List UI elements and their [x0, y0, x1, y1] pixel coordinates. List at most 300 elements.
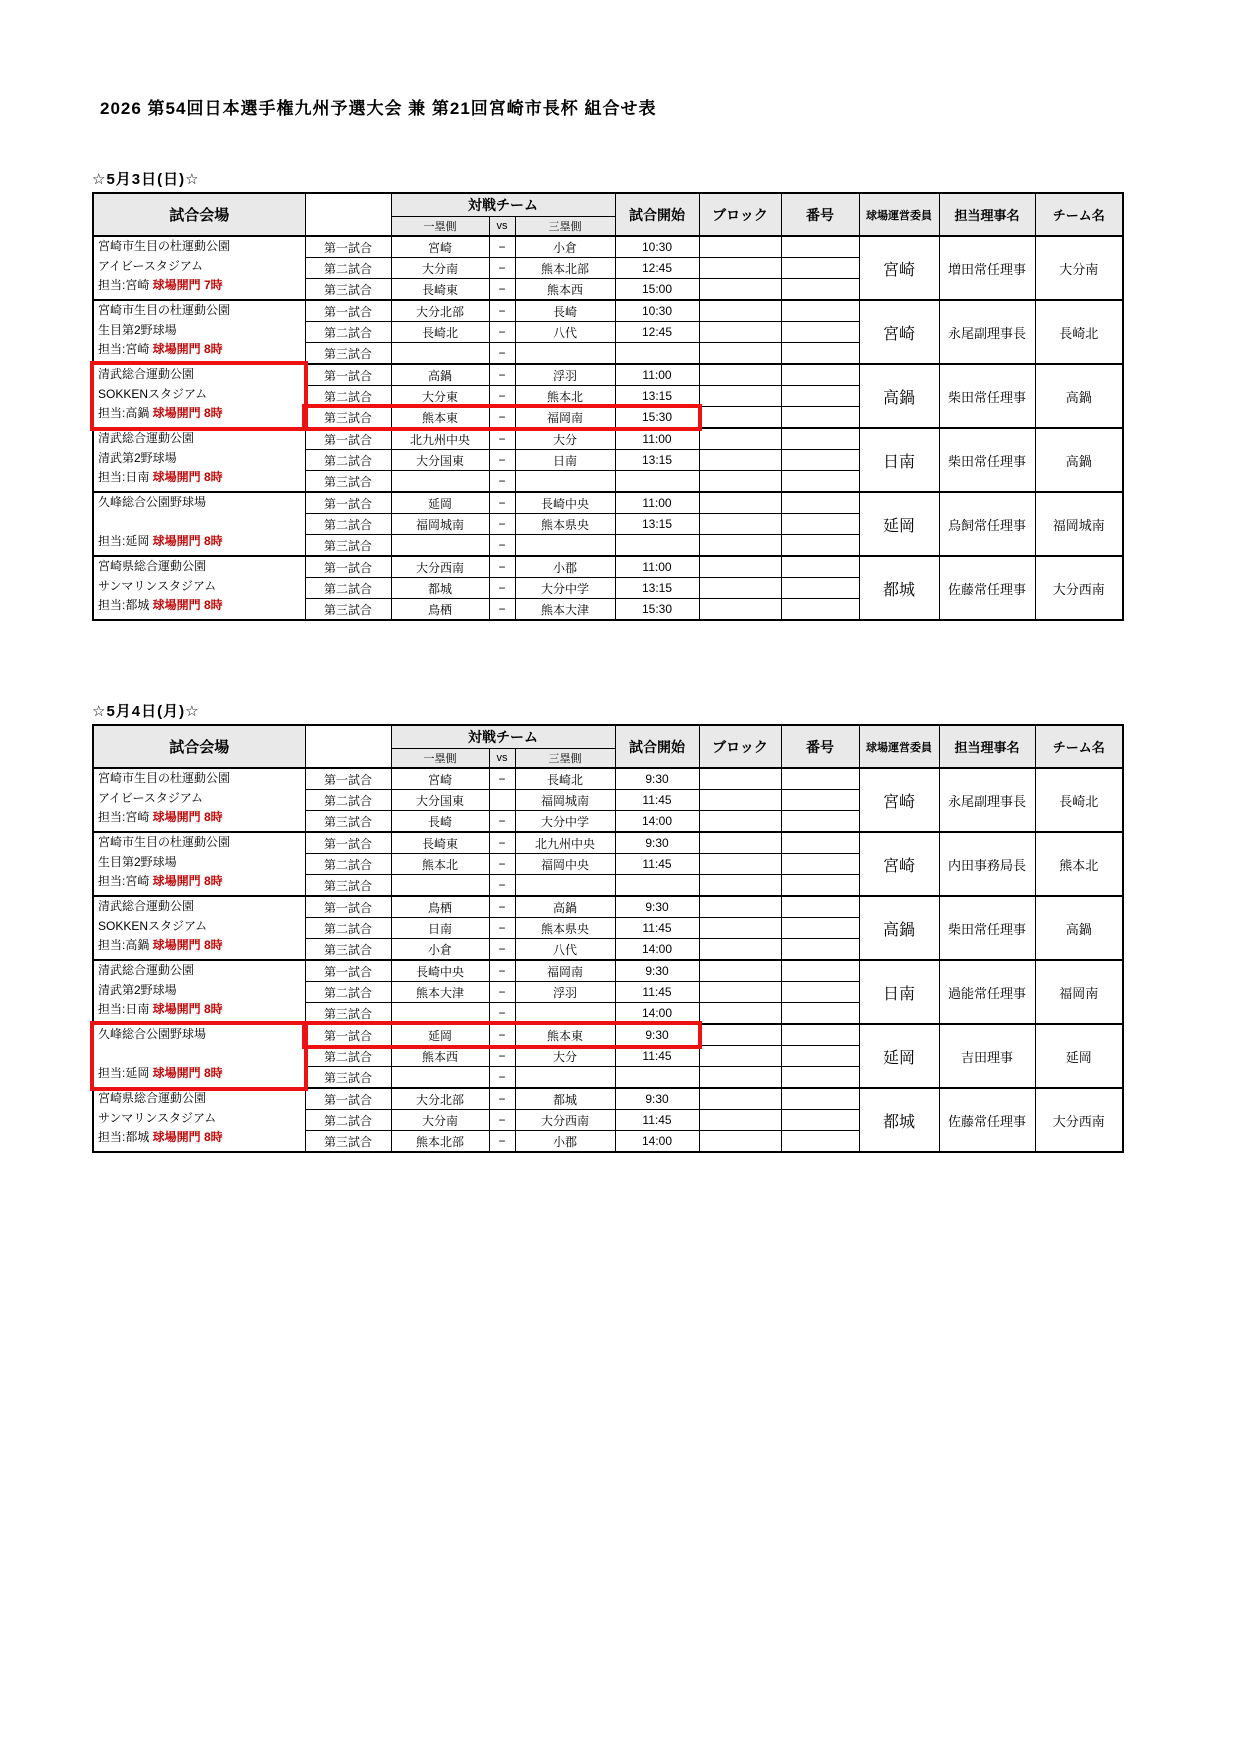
vs-cell: −	[489, 578, 515, 599]
duty-line: 担当:高鍋 球場開門 8時	[98, 406, 223, 420]
game-label-cell: 第二試合	[305, 514, 391, 535]
first-base-team-cell: 大分国東	[391, 450, 489, 471]
number-cell	[781, 982, 859, 1003]
first-base-team-cell: 北九州中央	[391, 428, 489, 450]
number-cell	[781, 407, 859, 429]
block-cell	[699, 578, 781, 599]
game-row	[93, 364, 1123, 386]
game-label-cell: 第二試合	[305, 1110, 391, 1131]
block-cell	[699, 768, 781, 790]
block-cell	[699, 599, 781, 621]
number-cell	[781, 556, 859, 578]
number-cell	[781, 599, 859, 621]
venue-cell	[93, 492, 305, 556]
game-label-cell: 第三試合	[305, 535, 391, 557]
team-name-cell: 延岡	[1035, 1024, 1123, 1088]
team-name-cell: 長崎北	[1035, 300, 1123, 364]
third-base-team-cell: 福岡南	[515, 960, 615, 982]
vs-cell: −	[489, 279, 515, 301]
vs-cell: −	[489, 322, 515, 343]
vs-cell: −	[489, 1131, 515, 1153]
number-cell	[781, 960, 859, 982]
director-cell: 永尾副理事長	[939, 300, 1035, 364]
game-label-cell: 第一試合	[305, 556, 391, 578]
venue-name: 久峰総合公園野球場	[98, 495, 207, 509]
operator-cell: 延岡	[859, 1024, 939, 1088]
venue-name: 宮崎市生目の杜運動公園	[98, 303, 231, 317]
first-base-team-cell: 日南	[391, 918, 489, 939]
start-time-cell: 11:00	[615, 492, 699, 514]
start-time-cell: 11:00	[615, 556, 699, 578]
team-name-cell: 大分南	[1035, 236, 1123, 300]
stadium-name	[98, 1045, 301, 1065]
block-cell	[699, 428, 781, 450]
game-label-cell: 第一試合	[305, 300, 391, 322]
col-header-director: 担当理事名	[939, 193, 1035, 236]
start-time-cell: 11:45	[615, 1110, 699, 1131]
start-time-cell: 11:45	[615, 790, 699, 811]
number-cell	[781, 322, 859, 343]
game-label-cell: 第三試合	[305, 1003, 391, 1025]
vs-cell: −	[489, 258, 515, 279]
first-base-team-cell: 延岡	[391, 492, 489, 514]
first-base-team-cell: 大分南	[391, 258, 489, 279]
table-header	[93, 725, 1123, 768]
game-label-cell: 第三試合	[305, 875, 391, 897]
game-label-cell: 第三試合	[305, 1067, 391, 1089]
third-base-team-cell	[515, 875, 615, 897]
block-cell	[699, 1067, 781, 1089]
third-base-team-cell: 八代	[515, 939, 615, 961]
start-time-cell: 13:15	[615, 450, 699, 471]
schedule-section-may4	[92, 702, 1124, 1153]
director-cell: 柴田常任理事	[939, 896, 1035, 960]
director-cell: 永尾副理事長	[939, 768, 1035, 832]
venue-name: 宮崎県総合運動公園	[98, 1091, 207, 1105]
col-header-operator: 球場運営委員	[859, 193, 939, 236]
team-name-cell: 大分西南	[1035, 556, 1123, 620]
number-cell	[781, 832, 859, 854]
game-row	[93, 492, 1123, 514]
third-base-team-cell: 小郡	[515, 1131, 615, 1153]
director-cell: 柴田常任理事	[939, 428, 1035, 492]
col-header-vs: vs	[489, 217, 515, 237]
venue-cell	[93, 1088, 305, 1152]
vs-cell: −	[489, 1067, 515, 1089]
start-time-cell: 13:15	[615, 514, 699, 535]
director-cell: 内田事務局長	[939, 832, 1035, 896]
schedule-table-may4	[92, 724, 1124, 1153]
col-header-number: 番号	[781, 193, 859, 236]
col-header-first-base: 一塁側	[391, 749, 489, 769]
team-name-cell: 福岡城南	[1035, 492, 1123, 556]
first-base-team-cell	[391, 1003, 489, 1025]
venue-name: 清武総合運動公園	[98, 431, 195, 445]
stadium-name: SOKKENスタジアム	[98, 386, 208, 401]
stadium-name: 清武第2野球場	[98, 450, 177, 465]
page-title: 2026 第54回日本選手権九州予選大会 兼 第21回宮崎市長杯 組合せ表	[100, 99, 657, 118]
start-time-cell: 11:00	[615, 364, 699, 386]
vs-cell: −	[489, 471, 515, 493]
third-base-team-cell: 熊本県央	[515, 514, 615, 535]
start-time-cell: 14:00	[615, 811, 699, 833]
block-cell	[699, 450, 781, 471]
game-label-cell: 第二試合	[305, 854, 391, 875]
third-base-team-cell: 熊本大津	[515, 599, 615, 621]
start-time-cell	[615, 343, 699, 365]
block-cell	[699, 471, 781, 493]
third-base-team-cell: 福岡城南	[515, 790, 615, 811]
number-cell	[781, 236, 859, 258]
venue-cell	[93, 896, 305, 960]
schedule-table-may3	[92, 192, 1124, 621]
third-base-team-cell	[515, 535, 615, 557]
third-base-team-cell: 大分中学	[515, 578, 615, 599]
third-base-team-cell: 福岡中央	[515, 854, 615, 875]
start-time-cell: 13:15	[615, 578, 699, 599]
game-row	[93, 832, 1123, 854]
col-header-blank	[305, 193, 391, 236]
start-time-cell: 9:30	[615, 960, 699, 982]
first-base-team-cell: 小倉	[391, 939, 489, 961]
block-cell	[699, 960, 781, 982]
game-row	[93, 236, 1123, 258]
col-header-number: 番号	[781, 725, 859, 768]
stadium-name: サンマリンスタジアム	[98, 1110, 217, 1125]
duty-line: 担当:宮崎 球場開門 7時	[98, 278, 223, 292]
team-name-cell: 福岡南	[1035, 960, 1123, 1024]
number-cell	[781, 279, 859, 301]
third-base-team-cell: 大分	[515, 428, 615, 450]
third-base-team-cell: 長崎中央	[515, 492, 615, 514]
first-base-team-cell: 鳥栖	[391, 599, 489, 621]
gate-open-time: 球場開門 8時	[152, 342, 223, 356]
block-cell	[699, 343, 781, 365]
third-base-team-cell: 大分	[515, 1046, 615, 1067]
vs-cell: −	[489, 875, 515, 897]
duty-line: 担当:都城 球場開門 8時	[98, 1130, 223, 1144]
vs-cell: −	[489, 535, 515, 557]
first-base-team-cell: 都城	[391, 578, 489, 599]
first-base-team-cell	[391, 535, 489, 557]
game-label-cell: 第二試合	[305, 918, 391, 939]
block-cell	[699, 790, 781, 811]
vs-cell: −	[489, 492, 515, 514]
first-base-team-cell	[391, 1067, 489, 1089]
vs-cell: −	[489, 896, 515, 918]
stadium-name: サンマリンスタジアム	[98, 578, 217, 593]
block-cell	[699, 811, 781, 833]
vs-cell: −	[489, 1024, 515, 1046]
game-row	[93, 428, 1123, 450]
first-base-team-cell: 長崎東	[391, 279, 489, 301]
start-time-cell: 14:00	[615, 1003, 699, 1025]
number-cell	[781, 386, 859, 407]
block-cell	[699, 896, 781, 918]
game-label-cell: 第一試合	[305, 832, 391, 854]
third-base-team-cell: 浮羽	[515, 364, 615, 386]
third-base-team-cell: 日南	[515, 450, 615, 471]
block-cell	[699, 407, 781, 429]
first-base-team-cell: 長崎東	[391, 832, 489, 854]
first-base-team-cell	[391, 875, 489, 897]
start-time-cell: 9:30	[615, 896, 699, 918]
venue-name: 宮崎県総合運動公園	[98, 559, 207, 573]
gate-open-time: 球場開門 7時	[152, 278, 223, 292]
block-cell	[699, 1024, 781, 1046]
venue-name: 宮崎市生目の杜運動公園	[98, 835, 231, 849]
first-base-team-cell: 高鍋	[391, 364, 489, 386]
game-label-cell: 第二試合	[305, 790, 391, 811]
start-time-cell: 9:30	[615, 832, 699, 854]
block-cell	[699, 1131, 781, 1153]
vs-cell: −	[489, 364, 515, 386]
col-header-director: 担当理事名	[939, 725, 1035, 768]
duty-line: 担当:宮崎 球場開門 8時	[98, 342, 223, 356]
team-name-cell: 高鍋	[1035, 428, 1123, 492]
start-time-cell: 10:30	[615, 300, 699, 322]
col-header-match-teams: 対戦チーム	[391, 193, 615, 217]
number-cell	[781, 1067, 859, 1089]
block-cell	[699, 300, 781, 322]
vs-cell: −	[489, 1003, 515, 1025]
director-cell: 過能常任理事	[939, 960, 1035, 1024]
col-header-team: チーム名	[1035, 725, 1123, 768]
start-time-cell: 14:00	[615, 939, 699, 961]
col-header-match-teams: 対戦チーム	[391, 725, 615, 749]
game-label-cell: 第二試合	[305, 450, 391, 471]
third-base-team-cell: 浮羽	[515, 982, 615, 1003]
venue-cell	[93, 960, 305, 1024]
col-header-operator: 球場運営委員	[859, 725, 939, 768]
number-cell	[781, 535, 859, 557]
number-cell	[781, 364, 859, 386]
game-row	[93, 1024, 1123, 1046]
game-row	[93, 1088, 1123, 1110]
game-label-cell: 第一試合	[305, 428, 391, 450]
start-time-cell	[615, 875, 699, 897]
number-cell	[781, 300, 859, 322]
venue-cell	[93, 1024, 305, 1088]
director-cell: 吉田理事	[939, 1024, 1035, 1088]
block-cell	[699, 982, 781, 1003]
vs-cell: −	[489, 854, 515, 875]
venue-cell	[93, 300, 305, 364]
col-header-start: 試合開始	[615, 193, 699, 236]
stadium-name: SOKKENスタジアム	[98, 918, 208, 933]
col-header-start: 試合開始	[615, 725, 699, 768]
table-body	[93, 768, 1123, 1152]
first-base-team-cell: 宮崎	[391, 236, 489, 258]
game-label-cell: 第三試合	[305, 939, 391, 961]
operator-cell: 宮崎	[859, 300, 939, 364]
stadium-name: 生目第2野球場	[98, 854, 177, 869]
duty-line: 担当:宮崎 球場開門 8時	[98, 810, 223, 824]
number-cell	[781, 1046, 859, 1067]
block-cell	[699, 258, 781, 279]
start-time-cell: 15:00	[615, 279, 699, 301]
third-base-team-cell: 小倉	[515, 236, 615, 258]
block-cell	[699, 364, 781, 386]
col-header-third-base: 三塁側	[515, 749, 615, 769]
venue-cell	[93, 236, 305, 300]
director-cell: 柴田常任理事	[939, 364, 1035, 428]
game-label-cell: 第二試合	[305, 982, 391, 1003]
number-cell	[781, 875, 859, 897]
number-cell	[781, 811, 859, 833]
block-cell	[699, 322, 781, 343]
block-cell	[699, 556, 781, 578]
game-label-cell: 第一試合	[305, 1024, 391, 1046]
date-label: ☆5月4日(月)☆	[92, 703, 200, 720]
start-time-cell: 9:30	[615, 1088, 699, 1110]
number-cell	[781, 768, 859, 790]
third-base-team-cell: 熊本北	[515, 386, 615, 407]
stadium-name: 清武第2野球場	[98, 982, 177, 997]
header-row-1	[93, 725, 1123, 749]
game-label-cell: 第一試合	[305, 236, 391, 258]
block-cell	[699, 939, 781, 961]
col-header-third-base: 三塁側	[515, 217, 615, 237]
number-cell	[781, 450, 859, 471]
table-header	[93, 193, 1123, 236]
vs-cell: −	[489, 236, 515, 258]
start-time-cell: 11:45	[615, 854, 699, 875]
table-body	[93, 236, 1123, 620]
game-label-cell: 第三試合	[305, 279, 391, 301]
operator-cell: 宮崎	[859, 768, 939, 832]
col-header-blank	[305, 725, 391, 768]
third-base-team-cell: 熊本北部	[515, 258, 615, 279]
block-cell	[699, 492, 781, 514]
game-label-cell: 第二試合	[305, 322, 391, 343]
operator-cell: 高鍋	[859, 364, 939, 428]
game-label-cell: 第三試合	[305, 1131, 391, 1153]
gate-open-time: 球場開門 8時	[152, 874, 223, 888]
operator-cell: 宮崎	[859, 236, 939, 300]
vs-cell: −	[489, 428, 515, 450]
operator-cell: 都城	[859, 556, 939, 620]
operator-cell: 都城	[859, 1088, 939, 1152]
third-base-team-cell: 大分西南	[515, 1110, 615, 1131]
number-cell	[781, 258, 859, 279]
col-header-team: チーム名	[1035, 193, 1123, 236]
game-label-cell: 第一試合	[305, 768, 391, 790]
game-row	[93, 556, 1123, 578]
start-time-cell	[615, 535, 699, 557]
game-label-cell: 第二試合	[305, 386, 391, 407]
director-cell: 烏飼常任理事	[939, 492, 1035, 556]
first-base-team-cell: 大分北部	[391, 300, 489, 322]
number-cell	[781, 854, 859, 875]
first-base-team-cell	[391, 343, 489, 365]
number-cell	[781, 1110, 859, 1131]
first-base-team-cell: 福岡城南	[391, 514, 489, 535]
game-row	[93, 768, 1123, 790]
game-label-cell: 第一試合	[305, 960, 391, 982]
stadium-name: アイビースタジアム	[98, 790, 204, 805]
third-base-team-cell	[515, 1003, 615, 1025]
team-name-cell: 大分西南	[1035, 1088, 1123, 1152]
operator-cell: 日南	[859, 428, 939, 492]
team-name-cell: 長崎北	[1035, 768, 1123, 832]
first-base-team-cell	[391, 471, 489, 493]
first-base-team-cell: 大分北部	[391, 1088, 489, 1110]
number-cell	[781, 578, 859, 599]
gate-open-time: 球場開門 8時	[152, 938, 223, 952]
start-time-cell: 11:45	[615, 918, 699, 939]
duty-line: 担当:日南 球場開門 8時	[98, 470, 223, 484]
game-row	[93, 960, 1123, 982]
gate-open-time: 球場開門 8時	[152, 1002, 223, 1016]
number-cell	[781, 428, 859, 450]
first-base-team-cell: 大分国東	[391, 790, 489, 811]
third-base-team-cell	[515, 471, 615, 493]
duty-line: 担当:延岡 球場開門 8時	[98, 534, 223, 548]
vs-cell: −	[489, 599, 515, 621]
third-base-team-cell: 大分中学	[515, 811, 615, 833]
first-base-team-cell: 大分東	[391, 386, 489, 407]
gate-open-time: 球場開門 8時	[152, 534, 223, 548]
team-name-cell: 高鍋	[1035, 364, 1123, 428]
block-cell	[699, 1088, 781, 1110]
vs-cell	[489, 790, 515, 811]
third-base-team-cell: 高鍋	[515, 896, 615, 918]
director-cell: 佐藤常任理事	[939, 1088, 1035, 1152]
block-cell	[699, 854, 781, 875]
col-header-venue: 試合会場	[93, 193, 305, 236]
duty-line: 担当:日南 球場開門 8時	[98, 1002, 223, 1016]
first-base-team-cell: 宮崎	[391, 768, 489, 790]
block-cell	[699, 386, 781, 407]
duty-line: 担当:宮崎 球場開門 8時	[98, 874, 223, 888]
block-cell	[699, 875, 781, 897]
game-label-cell: 第三試合	[305, 811, 391, 833]
vs-cell: −	[489, 768, 515, 790]
team-name-cell: 熊本北	[1035, 832, 1123, 896]
block-cell	[699, 832, 781, 854]
game-label-cell: 第一試合	[305, 1088, 391, 1110]
number-cell	[781, 492, 859, 514]
gate-open-time: 球場開門 8時	[152, 810, 223, 824]
stadium-name	[98, 513, 301, 533]
duty-line: 担当:都城 球場開門 8時	[98, 598, 223, 612]
third-base-team-cell: 熊本東	[515, 1024, 615, 1046]
number-cell	[781, 790, 859, 811]
start-time-cell: 14:00	[615, 1131, 699, 1153]
col-header-first-base: 一塁側	[391, 217, 489, 237]
gate-open-time: 球場開門 8時	[152, 598, 223, 612]
vs-cell: −	[489, 982, 515, 1003]
first-base-team-cell: 大分西南	[391, 556, 489, 578]
operator-cell: 日南	[859, 960, 939, 1024]
block-cell	[699, 514, 781, 535]
third-base-team-cell: 八代	[515, 322, 615, 343]
vs-cell: −	[489, 811, 515, 833]
first-base-team-cell: 長崎中央	[391, 960, 489, 982]
game-label-cell: 第一試合	[305, 896, 391, 918]
vs-cell: −	[489, 918, 515, 939]
number-cell	[781, 939, 859, 961]
number-cell	[781, 471, 859, 493]
start-time-cell: 9:30	[615, 768, 699, 790]
venue-name: 清武総合運動公園	[98, 963, 195, 977]
third-base-team-cell	[515, 343, 615, 365]
game-label-cell: 第三試合	[305, 471, 391, 493]
vs-cell: −	[489, 939, 515, 961]
start-time-cell: 9:30	[615, 1024, 699, 1046]
block-cell	[699, 279, 781, 301]
